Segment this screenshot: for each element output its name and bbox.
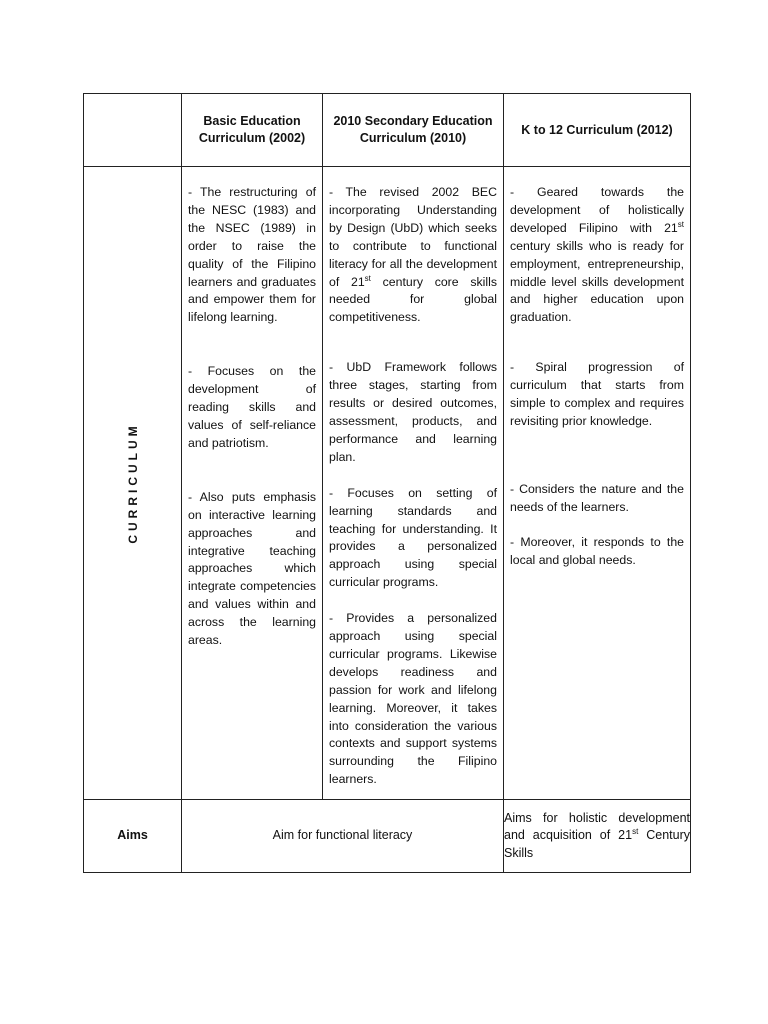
aims-shared: Aim for functional literacy [182,800,504,873]
k12-point-3: - Considers the nature and the needs of the learners. [510,481,684,514]
sec-point-2: - UbD Framework follows three stages, starting from results or desired outcomes, assessment, products, and performance and learning plan. [329,360,497,464]
sec-point-1-text-b: century core skills needed for global competitiveness. [329,274,497,325]
sec-point-1 [329,184,497,327]
k12-point-2: - Spiral progression of curriculum that starts from simple to complex and requires revisiting prior knowledge. [510,360,684,428]
bec-point-2: - Focuses on the development of reading skills and values of self-reliance and patriotism. [188,364,316,450]
bec-cell [182,167,323,800]
curriculum-side-label: CURRICULUM [125,422,140,544]
header-bec-text: Basic Education Curriculum (2002) [198,114,306,145]
sec-point-3: - Focuses on setting of learning standards and teaching for understanding. It provides a personalized approach using special curricular programs. [329,485,497,590]
k12-point-1-text-a: - Geared towards the development of holistically developed Filipino with 21 [510,185,684,235]
header-k12 [504,94,691,167]
aims-k12-text-b: Century Skills [504,828,690,860]
sec-cell [323,167,504,800]
header-sec [323,94,504,167]
curriculum-comparison-table [83,93,691,873]
aims-row [84,800,691,873]
sec-point-1-sup: st [364,273,371,283]
k12-cell [504,167,691,800]
sec-point-4: - Provides a personalized approach using special curricular programs. Likewise develops readiness and passion for work and lifelong learning. Moreover, it takes into consideration the various contexts and support systems surrounding the Filipino learners. [329,611,497,787]
k12-point-1-sup: st [677,219,684,229]
aims-label: Aims [84,800,182,873]
curriculum-row [84,167,691,800]
aims-k12 [504,800,691,873]
sec-point-1-text-a: - The revised 2002 BEC incorporating Understanding by Design (UbD) which seeks to contribute to functional literacy for all the development of 21 [329,185,497,289]
corner-cell [84,94,182,167]
header-k12-text: K to 12 Curriculum (2012) [521,122,673,137]
header-sec-text: 2010 Secondary Education Curriculum (2010) [333,114,493,145]
curriculum-side-cell [84,167,182,800]
k12-point-1-text-b: century skills who is ready for employment, entrepreneurship, middle level skills development and higher education upon graduation. [510,238,684,325]
bec-point-1: - The restructuring of the NESC (1983) and the NSEC (1989) in order to raise the quality of the Filipino learners and graduates and empower them for lifelong learning. [188,185,316,325]
header-bec [182,94,323,167]
aims-k12-text-a: Aims for holistic development and acquisition of 21 [504,810,690,843]
bec-point-3: - Also puts emphasis on interactive learning approaches and integrative teaching approaches which integrate competencies and values within and across the learning areas. [188,489,316,648]
header-row [84,94,691,167]
k12-point-4: - Moreover, it responds to the local and global needs. [510,534,684,567]
k12-point-1 [510,184,684,327]
aims-k12-sup: st [632,827,639,837]
